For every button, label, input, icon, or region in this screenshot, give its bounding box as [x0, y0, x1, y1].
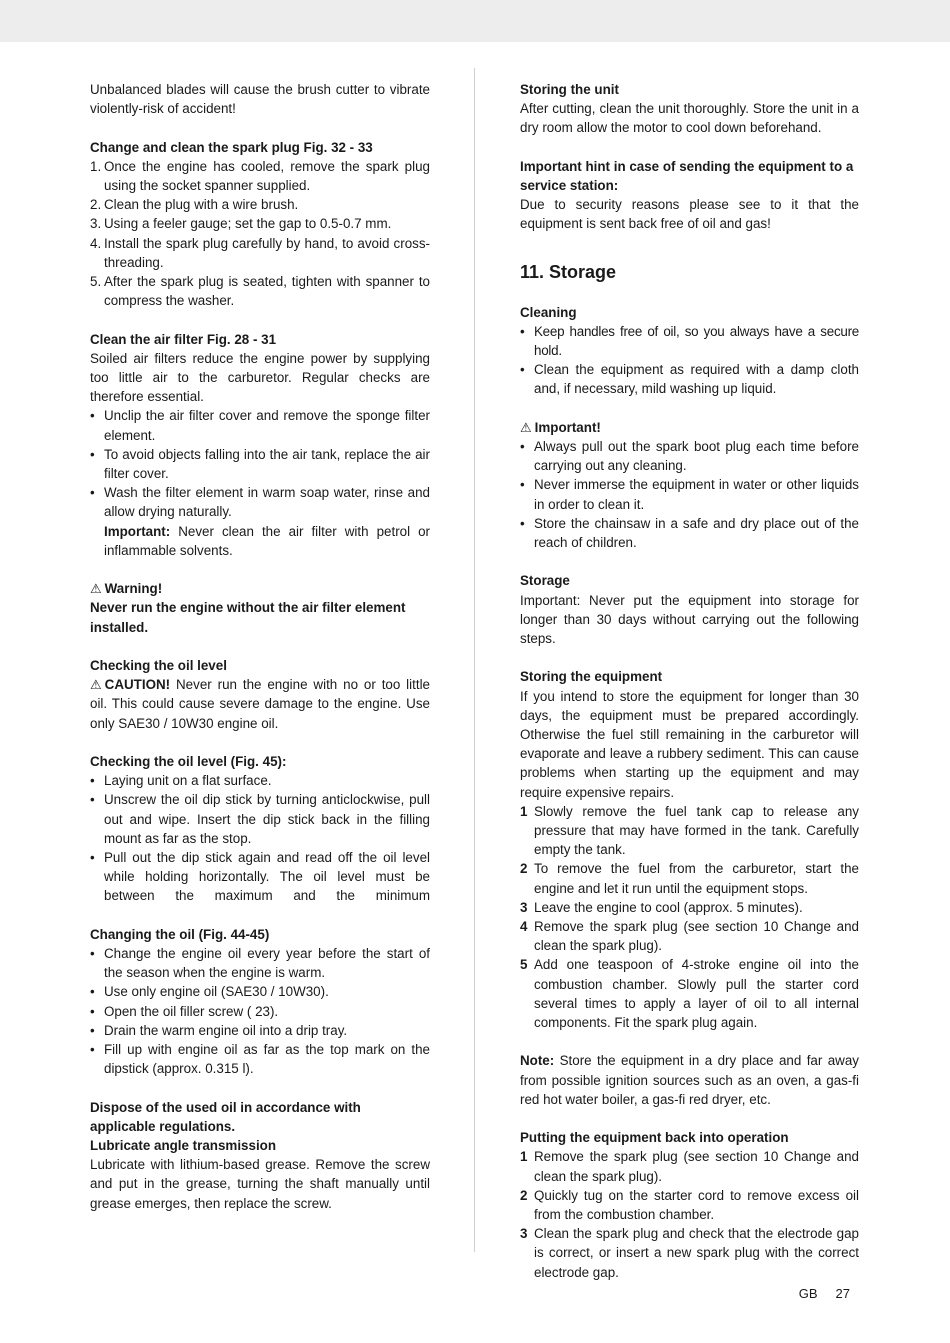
lubricate-section [90, 1098, 430, 1213]
list-item: 1 Remove the spark plug (see section 10 Change and clean the spark plug). [520, 1149, 859, 1184]
list-item: 3 Clean the spark plug and check that the electrode gap is correct, or insert a new spark plug with the correct electrode gap. [520, 1226, 859, 1280]
note-text: Note: Store the equipment in a dry place and far away from possible ignition sources such as an oven, a gas-fi red hot water boiler, a gas-fi red dryer, etc. [520, 1053, 859, 1107]
list-item: 3. Using a feeler gauge; set the gap to 0.5-0.7 mm. [90, 216, 392, 232]
list-item: • Keep handles free of oil, so you always have a secure hold. [520, 323, 859, 359]
important-label: Important: [104, 523, 171, 539]
oil-change-heading: Changing the oil (Fig. 44-45) [90, 926, 270, 942]
list-item: 5. After the spark plug is seated, tighten with spanner to compress the washer. [90, 274, 430, 309]
list-item: • Drain the warm engine oil into a drip tray. [90, 1022, 348, 1038]
list-item: 5 Add one teaspoon of 4-stroke engine oil into the combustion chamber. Slowly pull the starter cord several times to apply a layer of oil to all internal components. Fit the spark plug again. [520, 957, 859, 1031]
section-title: 11. Storage [520, 261, 617, 282]
storing-equipment-heading: Storing the equipment [520, 669, 663, 685]
service-hint-section [520, 157, 859, 234]
list-item: • Never immerse the equipment in water or other liquids in order to clean it. [520, 477, 859, 512]
important-text: Never clean the air filter with petrol or inflammable solvents. [104, 523, 430, 558]
storage-text: Important: Never put the equipment into storage for longer than 30 days without carrying out the following steps. [520, 592, 859, 647]
list-item: 4. Install the spark plug carefully by hand, to avoid cross-threading. [90, 235, 430, 270]
page-footer [799, 1284, 850, 1303]
storing-unit-text: After cutting, clean the unit thoroughly. Store the unit in a dry room allow the motor to cool down beforehand. [520, 101, 859, 136]
list-item: • Change the engine oil every year before the start of the season when the engine is warm. [90, 946, 430, 981]
list-item: • Store the chainsaw in a safe and dry place out of the reach of children. [520, 515, 859, 551]
oil-level-fig-section [90, 752, 430, 906]
storing-unit-heading: Storing the unit [520, 82, 619, 97]
lubricate-heading: Lubricate angle transmission [90, 1138, 277, 1154]
list-item: • Unclip the air filter cover and remove the sponge filter element. [90, 408, 430, 443]
caution-icon: ⚠ [90, 677, 102, 693]
warning-icon: ⚠ [520, 419, 532, 435]
warning-text: Never run the engine without the air filter element installed. [90, 600, 406, 635]
air-filter-section [90, 330, 430, 560]
list-item: 2. Clean the plug with a wire brush. [90, 197, 299, 213]
list-item: • Always pull out the spark boot plug each time before carrying out any cleaning. [520, 439, 859, 474]
note-label: Note: [520, 1053, 555, 1069]
oil-level-bullets [90, 771, 430, 905]
oil-level-fig-heading: Checking the oil level (Fig. 45): [90, 754, 287, 770]
air-filter-bullets [90, 406, 430, 560]
back-into-operation-heading: Putting the equipment back into operation [520, 1130, 789, 1146]
storage-section [520, 571, 859, 648]
air-filter-heading: Clean the air filter Fig. 28 - 31 [90, 331, 277, 347]
list-item: • Unscrew the oil dip stick by turning anticlockwise, pull out and wipe. Insert the dip stick back in the filling mount as far as the stop. [90, 792, 430, 846]
page-number: 27 [835, 1286, 850, 1301]
lubricate-text: Lubricate with lithium-based grease. Remove the screw and put in the grease, turning the shaft manually until grease emerges, then replace the screw. [90, 1157, 430, 1211]
oil-level-section [90, 656, 430, 733]
list-item: • Laying unit on a flat surface. [90, 773, 272, 789]
warning-heading: ⚠ Warning! [90, 579, 430, 598]
list-item: 1. Once the engine has cooled, remove the spark plug using the socket spanner supplied. [90, 158, 430, 193]
air-filter-text: Soiled air filters reduce the engine power by supplying too little air to the carburetor. Regular checks are therefore essential. [90, 350, 430, 405]
important-section [520, 418, 859, 552]
caution-text: ⚠ CAUTION! Never run the engine with no or too little oil. This could cause severe damage to the engine. Use only SAE30 / 10W30 engine oil. [90, 677, 430, 731]
intro-text: Unbalanced blades will cause the brush cutter to vibrate violently-risk of accident! [90, 82, 430, 117]
list-item: • Wash the filter element in warm soap water, rinse and allow drying naturally. Important: Never clean the air filter with petrol or inflammable solvents. [90, 485, 430, 558]
list-item: • Clean the equipment as required with a damp cloth and, if necessary, mild washing up liquid. [520, 362, 859, 397]
list-item: • Fill up with engine oil as far as the top mark on the dipstick (approx. 0.315 l). [90, 1042, 430, 1077]
note-section [520, 1051, 859, 1109]
service-hint-text: Due to security reasons please see to it that the equipment is sent back free of oil and gas! [520, 197, 859, 232]
warning-icon: ⚠ [90, 581, 102, 597]
top-band [0, 0, 950, 42]
right-column [520, 80, 859, 1282]
spark-plug-section [90, 138, 430, 311]
cleaning-bullets [520, 322, 859, 399]
list-item: 3 Leave the engine to cool (approx. 5 minutes). [520, 899, 803, 915]
dispose-heading: Dispose of the used oil in accordance with applicable regulations. [90, 1099, 361, 1134]
list-item: 1 Slowly remove the fuel tank cap to release any pressure that may have formed in the tank. Carefully empty the tank. [520, 803, 859, 858]
storing-equipment-text: If you intend to store the equipment for longer than 30 days, the equipment must be prepared accordingly. Otherwise the fuel still remaining in the carburetor will evaporate and leave a rubbery sediment. This can cause problems when starting up the equipment and may require expensive repairs. [520, 688, 859, 800]
list-item: 4 Remove the spark plug (see section 10 Change and clean the spark plug). [520, 919, 859, 954]
list-item: • Use only engine oil (SAE30 / 10W30). [90, 984, 329, 1000]
spark-plug-heading: Change and clean the spark plug Fig. 32 - 33 [90, 139, 373, 155]
spark-plug-steps [90, 157, 430, 311]
oil-level-heading: Checking the oil level [90, 658, 227, 674]
oil-change-section [90, 925, 430, 1079]
storing-unit-section [520, 80, 859, 138]
language-code: GB [798, 1286, 818, 1301]
list-item: • Open the oil filler screw ( 23). [90, 1003, 279, 1019]
list-item: 2 Quickly tug on the starter cord to remove excess oil from the combustion chamber. [520, 1187, 859, 1223]
column-divider [474, 68, 475, 1252]
list-item: • To avoid objects falling into the air tank, replace the air filter cover. [90, 446, 430, 482]
oil-change-bullets [90, 944, 430, 1078]
storage-heading: Storage [520, 573, 570, 589]
storing-equipment-steps [520, 802, 859, 1032]
important-heading: ⚠ Important! [520, 418, 859, 437]
left-column [90, 80, 430, 1213]
list-item: • Pull out the dip stick again and read off the oil level while holding horizontally. The oil level must be between the maximum and the minimum [90, 850, 430, 904]
storing-equipment-section [520, 667, 859, 1032]
service-hint-heading: Important hint in case of sending the equipment to a service station: [520, 158, 854, 193]
back-into-operation-steps [520, 1147, 859, 1281]
list-item: 2 To remove the fuel from the carburetor, start the engine and let it run until the equipment stops. [520, 861, 859, 896]
warning-section [90, 579, 430, 637]
back-into-operation-section [520, 1128, 859, 1282]
cleaning-heading: Cleaning [520, 304, 577, 320]
important-bullets [520, 437, 859, 552]
cleaning-section [520, 303, 859, 399]
